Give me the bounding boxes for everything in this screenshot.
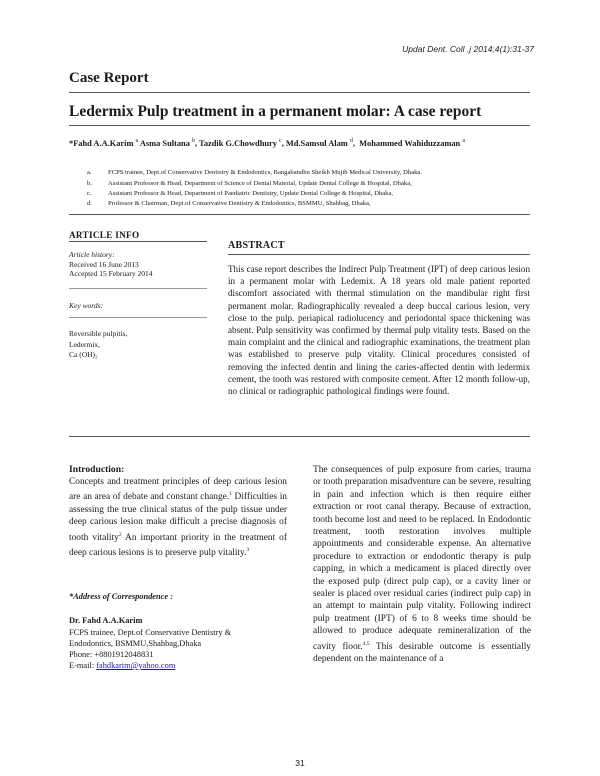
article-info-heading: ARTICLE INFO: [69, 230, 140, 240]
author-name: Tazdik G.Chowdhury: [199, 138, 277, 148]
citation-ref: 4,5: [362, 640, 370, 647]
keyword: Ca (OH)₂: [69, 350, 98, 359]
journal-citation: Updat Dent. Coll .j 2014;4(1):31-37: [402, 44, 534, 54]
divider: [69, 436, 530, 437]
author-affil-mark: d: [349, 138, 353, 144]
author-list: *Fahd A.A.Karim $^a$ Asma Sultana $^b$, Tazdik G.Chowdhury $^c$, Md.Samsul Alam $^d$, Mohammed Wahiduzzaman $^a$: [69, 138, 465, 148]
history-label: Article history:: [69, 250, 115, 259]
citation-ref: 3: [246, 547, 250, 554]
correspondence-email-row: E-mail: fahdkarim@yahoo.com: [69, 661, 176, 670]
divider: [228, 254, 530, 255]
accepted-date: Accepted 15 February 2014: [69, 269, 153, 278]
keywords-label: Key words:: [69, 301, 104, 310]
page-number: 31: [295, 758, 305, 768]
abstract-heading: ABSTRACT: [228, 240, 285, 251]
abstract-text: This case report describes the Indirect Pulp Treatment (IPT) of deep carious lesion in a permanent molar with Ledemix. A 18 years old male patient reported discomfort associated with thermal stimulation on the mandibular right first permanent molar. Radiographically revealed a deep buccal carious lesion, very close to the pulp. periapical radiolucency and periodontal space thickening was absent. Pulp sensitivity was confirmed by thermal pulp vitality tests. Based on the main complaint and the clinical and radiographic examinations, the treatment plan was established to preserve pulp vitality. Clinical procedures consisted of removing the infected dentin and lining the caries-affected dentin with ledermix cement, the tooth was restored with composite cement. After 12 month follow-up, no clinical or radiographic pathological findings were found.: [228, 264, 530, 397]
correspondence-line: Endodontics, BSMMU,Shahbag,Dhaka: [69, 639, 202, 648]
author-affil-mark: a: [135, 138, 139, 144]
divider: [69, 288, 207, 289]
section-type: Case Report: [69, 70, 149, 86]
introduction-heading: Introduction:: [69, 464, 125, 475]
author-name: Mohammed Wahiduzzaman: [359, 138, 461, 148]
introduction-text: Concepts and treatment principles of deep carious lesion are an area of debate and constant change.$^1$ Difficulties in assessing the true clinical status of the pulp tissue under deep carious lesion make difficult a precise diagnosis of tooth vitality$^2$ An important priority in the treatment of deep carious lesions is to preserve pulp vitality.$^3$: [69, 477, 287, 559]
keyword: Ledermix,: [69, 340, 101, 349]
affiliation: d. Professor & Chairman, Dept.of Conservative Dentistry & Endodontics, BSMMU, Shahbag, Dhaka,: [87, 200, 371, 207]
divider: [69, 92, 530, 93]
author-name: Asma Sultana: [139, 138, 190, 148]
author-affil-mark: c: [279, 138, 282, 144]
affiliation: a. FCPS trainee, Dept.of Conservative Dentistry & Endodontics, Bangabandhu Sheikh Mujib Medical University, Dhaka.: [87, 169, 423, 176]
article-title: Ledermix Pulp treatment in a permanent molar: A case report: [69, 103, 482, 120]
divider: [69, 125, 530, 126]
keyword: Reversible pulpitis,: [69, 329, 128, 338]
body-text-column-2: The consequences of pulp exposure from caries, trauma or tooth preparation misadventure can be severe, resulting in pain and infection which is then require either extraction or root canal therapy. Because of extraction, tooth become lost and need to be replaced. In Endodontic treatment, tooth restoration involves multiple appointments and considerable expense. An alternative procedure to extraction or endodontic therapy is pulp capping, in which a medicament is placed directly over the exposed pulp (direct pulp cap), or a cavity liner or sealer is placed over residual caries (indirect pulp cap) in an attempt to maintain pulp vitality. Following indirect pulp treatment (IPT) of 6 to 8 weeks time should be allowed to produce adequate remineralization of the cavity floor.$^{4,5}$ This desirable outcome is essentially dependent on the maintenance of a: [313, 465, 531, 665]
correspondence-phone: Phone: +8801912048831: [69, 650, 154, 659]
affiliation: b. Assistant Professor & Head, Department of Science of Dental Material, Update Dental College & Hospital, Dhaka,: [87, 180, 412, 187]
correspondence-line: FCPS trainee, Dept.of Conservative Dentistry &: [69, 628, 232, 637]
author-name: *Fahd A.A.Karim: [69, 138, 134, 148]
divider: [69, 214, 530, 215]
received-date: Received 16 June 2013: [69, 260, 139, 269]
correspondence-name: Dr. Fahd A.A.Karim: [69, 616, 143, 625]
author-name: Md.Samsul Alam: [285, 138, 348, 148]
divider: [69, 241, 207, 242]
author-affil-mark: a: [462, 138, 465, 144]
divider: [69, 317, 207, 318]
citation-ref: 1: [229, 491, 232, 498]
email-link[interactable]: fahdkarim@yahoo.com: [96, 661, 176, 670]
citation-ref: 2: [118, 531, 122, 538]
author-affil-mark: b: [191, 138, 195, 144]
correspondence-label: *Address of Correspondence :: [69, 592, 173, 601]
affiliation: c. Assistant Professor & Head, Department of Paediatric Dentistry, Update Dental College & Hospital, Dhaka,: [87, 190, 394, 197]
